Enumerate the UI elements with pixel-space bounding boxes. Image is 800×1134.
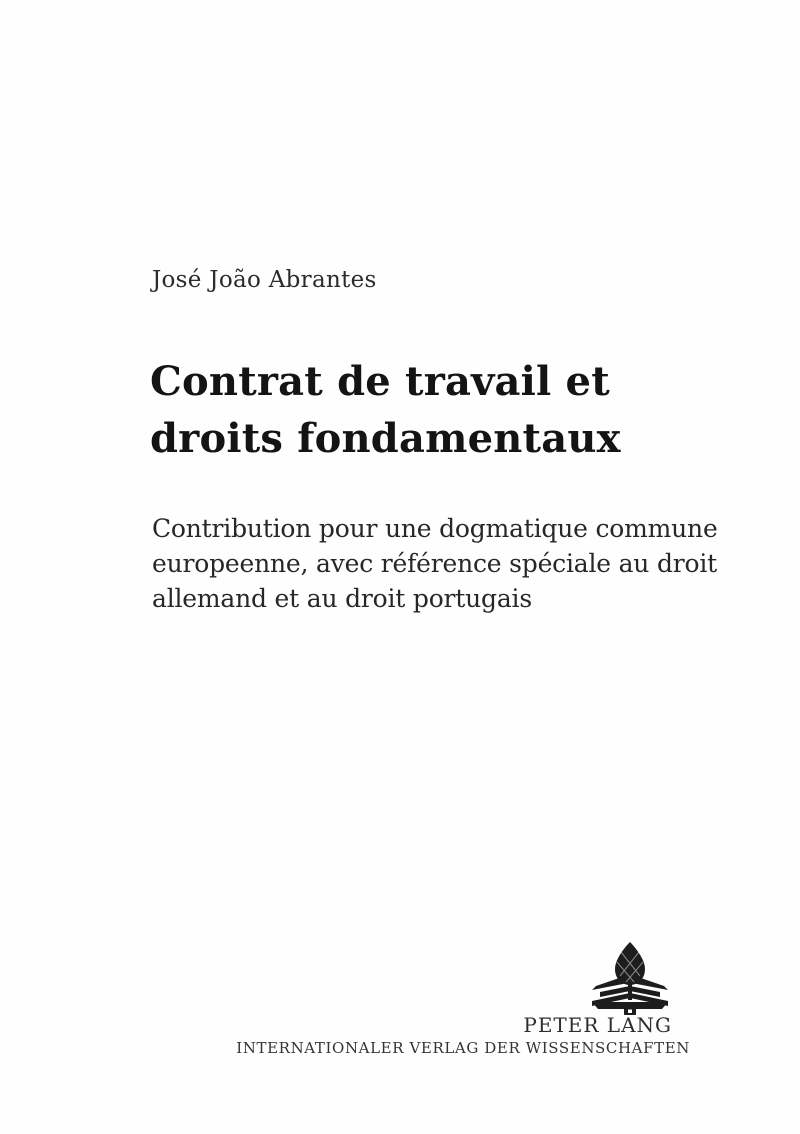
publisher-name: PETER LANG (523, 1013, 672, 1037)
publisher-tagline: INTERNATIONALER VERLAG DER WISSENSCHAFTEN (236, 1039, 690, 1057)
book-subtitle-line-3: allemand et au droit portugais (152, 584, 532, 613)
book-title (150, 353, 621, 467)
logo-tree (592, 942, 668, 1000)
book-subtitle-line-1: Contribution pour une dogmatique commune (152, 514, 718, 543)
book-title-line-1: Contrat de travail et (150, 358, 610, 405)
book-title-line-2: droits fondamentaux (150, 415, 621, 462)
peter-lang-tree-book-icon (588, 942, 672, 1018)
book-subtitle (152, 511, 718, 616)
book-subtitle-line-2: europeenne, avec référence spéciale au droit (152, 549, 718, 578)
author-name: José João Abrantes (152, 267, 377, 293)
